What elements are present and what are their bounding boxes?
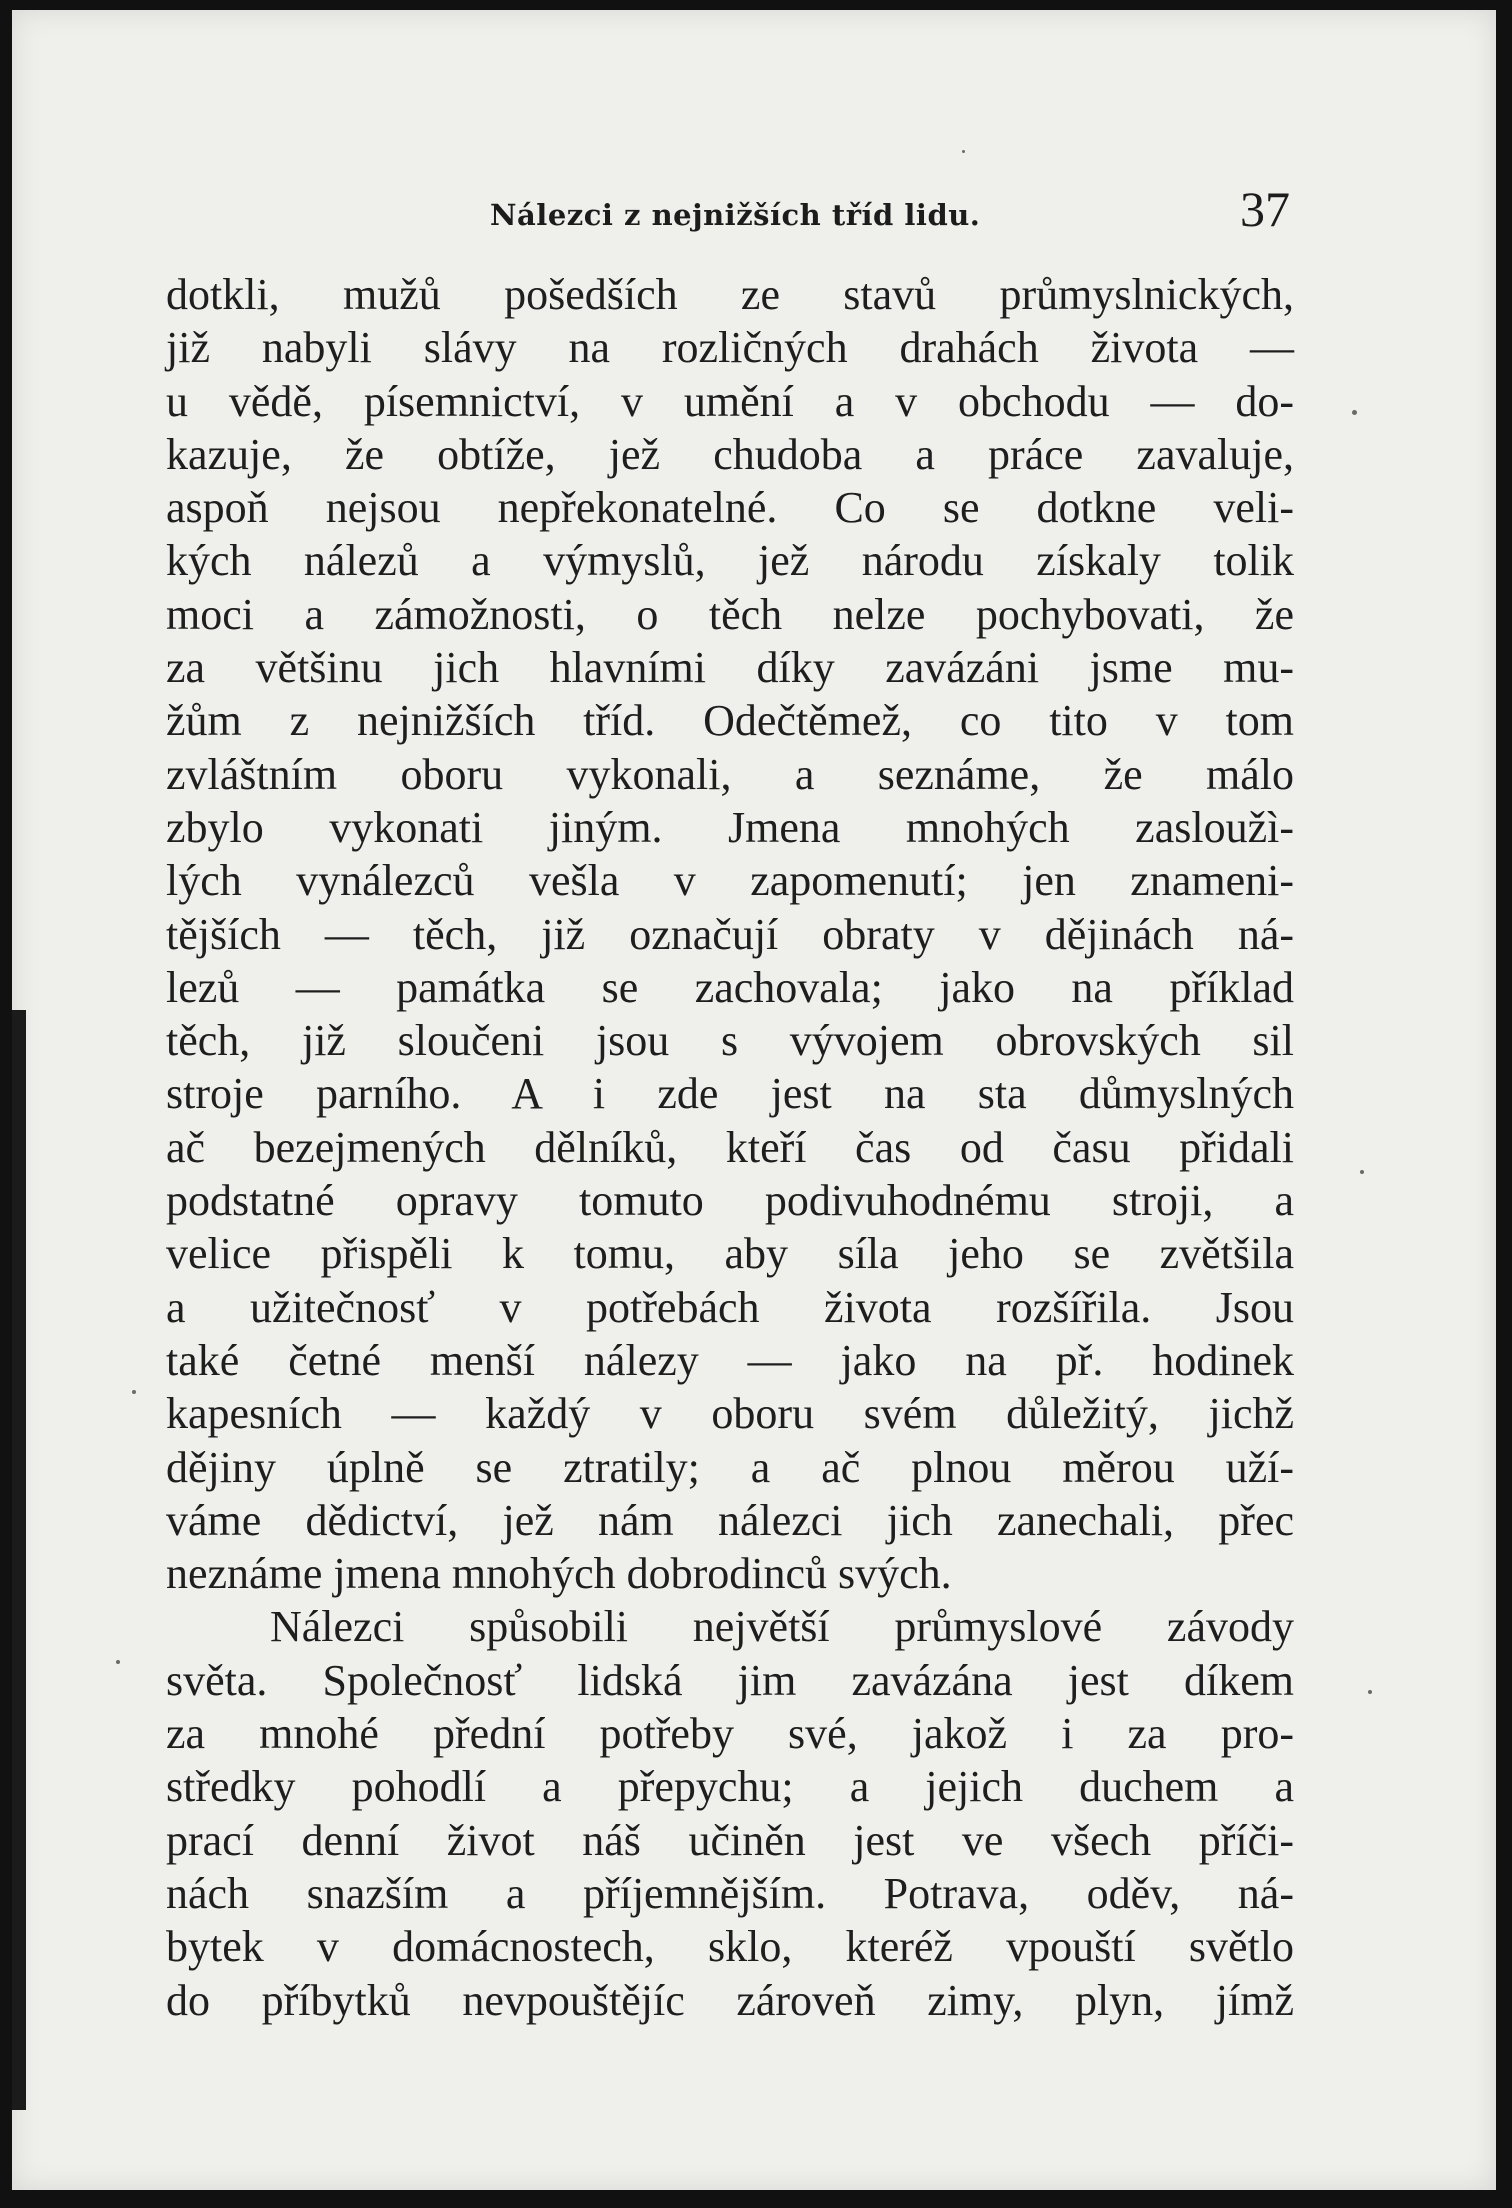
scan-speck [116, 1660, 120, 1664]
text-line: také četné menší nálezy — jako na př. hodinek [166, 1335, 1294, 1385]
text-line: nách snazším a příjemnějším. Potrava, oděv, ná- [166, 1868, 1294, 1918]
paragraph-end-line: neznáme jmena mnohých dobrodinců svých. [166, 1549, 952, 1599]
text-line: světa. Společnosť lidská jim zavázána jest díkem [166, 1655, 1294, 1705]
book-page [12, 10, 1496, 2190]
text-line: žům z nejnižších tříd. Odečtěmež, co tito v tom [166, 696, 1294, 746]
text-line: tějších — těch, již označují obraty v dějinách ná- [166, 909, 1294, 959]
body-text [166, 268, 1294, 2027]
text-line: zvláštním oboru vykonali, a seznáme, že málo [166, 749, 1294, 799]
paragraph-start-line: Nálezci spůsobili největší průmyslové závody [270, 1602, 1294, 1652]
page-header [490, 180, 1290, 250]
text-line: bytek v domácnostech, sklo, kteréž vpouští světlo [166, 1922, 1294, 1972]
text-line: dotkli, mužů pošedších ze stavů průmyslnických, [166, 270, 1294, 319]
text-line: velice přispěli k tomu, aby síla jeho se zvětšila [166, 1229, 1294, 1279]
text-line: zbylo vykonati jiným. Jmena mnohých zasloužì- [166, 802, 1294, 852]
text-line: kapesních — každý v oboru svém důležitý, jichž [166, 1389, 1294, 1439]
running-head: Nálezci z nejnižších tříd lidu. [490, 198, 981, 232]
text-line: váme dědictví, jež nám nálezci jich zanechali, přec [166, 1495, 1294, 1545]
scan-speck [1368, 1690, 1372, 1694]
scan-speck [1360, 1170, 1364, 1174]
text-line: lých vynálezců vešla v zapomenutí; jen znameni- [166, 856, 1294, 906]
text-line: prací denní život náš učiněn jest ve všech příči- [166, 1815, 1294, 1865]
text-line: dějiny úplně se ztratily; a ač plnou měrou uží- [166, 1442, 1294, 1492]
text-line: aspoň nejsou nepřekonatelné. Co se dotkne veli- [166, 483, 1294, 533]
text-line: za většinu jich hlavními díky zavázáni jsme mu- [166, 643, 1294, 693]
text-line: kých nálezů a výmyslů, jež národu získaly tolik [166, 536, 1294, 586]
text-line: podstatné opravy tomuto podivuhodnému stroji, a [166, 1176, 1294, 1226]
text-line: středky pohodlí a přepychu; a jejich duchem a [166, 1762, 1294, 1812]
page-edge-shadow [12, 1010, 26, 2110]
scan-speck [132, 1390, 136, 1394]
scan-speck [962, 150, 965, 153]
text-line: stroje parního. A i zde jest na sta důmyslných [166, 1069, 1294, 1119]
text-line: moci a zámožnosti, o těch nelze pochybovati, že [166, 589, 1294, 639]
text-line: za mnohé přední potřeby své, jakož i za pro- [166, 1709, 1294, 1759]
text-line: ač bezejmených dělníků, kteří čas od času přidali [166, 1122, 1294, 1172]
text-line: kazuje, že obtíže, jež chudoba a práce zavaluje, [166, 429, 1294, 479]
text-line: již nabyli slávy na rozličných drahách života — [166, 323, 1294, 373]
text-line: do příbytků nevpouštějíc zároveň zimy, plyn, jímž [166, 1975, 1294, 2025]
text-line: lezů — památka se zachovala; jako na příklad [166, 962, 1294, 1012]
scan-speck [1352, 410, 1357, 415]
page-number: 37 [1240, 181, 1290, 237]
text-line: a užitečnosť v potřebách života rozšířila. Jsou [166, 1282, 1294, 1332]
text-line: těch, již sloučeni jsou s vývojem obrovských sil [166, 1016, 1294, 1066]
text-line: u vědě, písemnictví, v umění a v obchodu — do- [166, 376, 1294, 426]
